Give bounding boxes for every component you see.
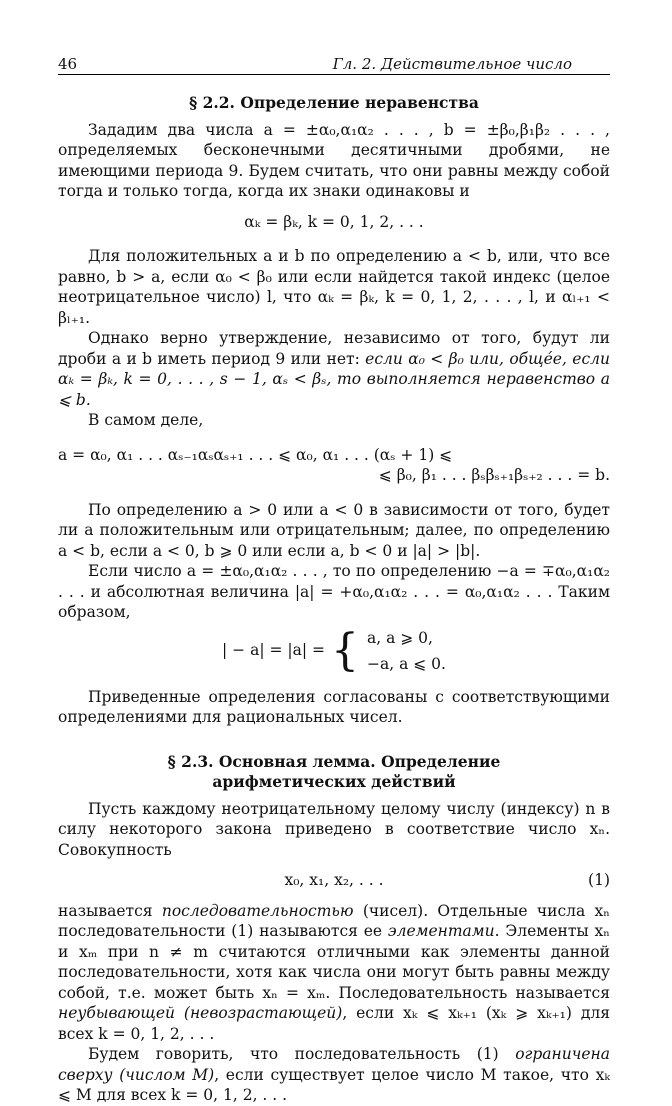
paragraph: Для положительных a и b по определению a < b, или, что все равно, b > a, если α₀ < β₀ или если найдется такой индекс (целое неотрицательное число) l, что αₖ = βₖ, k = 0, 1, 2, . . . , l, и αₗ₊₁ < βₗ₊₁. (58, 247, 610, 327)
book-page (58, 50, 610, 1106)
paragraph-text: Однако верно утверждение, независимо от того, будут ли дроби a и b иметь период 9 или нет: (58, 329, 610, 368)
paragraph: Зададим два числа a = ±α₀,α₁α₂ . . . , b = ±β₀,β₁β₂ . . . , определяемых бесконечными десятичными дробями, не имеющими периода 9. Будем считать, что они равны между собой тогда и только тогда, когда их знаки одинаковы и (58, 120, 610, 200)
case-row: −a, a ⩽ 0. (367, 654, 446, 673)
text: , если xₖ ⩽ xₖ₊₁ (xₖ ⩾ xₖ₊₁) для всех k = 0, 1, 2, . . . (58, 1004, 610, 1043)
section-2-3-title (58, 752, 610, 793)
paragraph: Приведенные определения согласованы с соответствующими определениями для рациональных чисел. (58, 687, 610, 726)
text: называется (58, 901, 162, 920)
term: последовательностью (161, 901, 354, 920)
text: Будем говорить, что последовательность (1) (88, 1045, 516, 1063)
running-header (58, 50, 610, 75)
section-2-3-title-line-2: арифметических действий (212, 772, 456, 791)
term: элементами (387, 922, 495, 940)
section-2-3-title-line-1: § 2.3. Основная лемма. Определение (167, 751, 501, 771)
cases-lhs: | − a| = |a| = (222, 641, 325, 660)
paragraph: В самом деле, (88, 411, 204, 429)
display-formula-line-2: ⩽ β₀, β₁ . . . βₛβₛ₊₁βₛ₊₂ . . . = b. (378, 466, 610, 484)
theorem-statement: если α₀ < β₀ или, общée, если αₖ = βₖ, k = 0, . . . , s − 1, αₛ < βₛ, то выполняется неравенство a ⩽ b. (58, 349, 610, 409)
paragraph (58, 328, 610, 410)
term: ограничена сверху (числом M) (58, 1045, 610, 1084)
text: (чисел). Отдельные числа xₙ последовательности (1) называются ее (58, 901, 610, 940)
paragraph: Пусть каждому неотрицательному целому числу (индексу) n в силу некоторого закона приведено в соответствие число xₙ. Совокупность (58, 799, 610, 859)
running-head: Гл. 2. Действительное число (332, 55, 572, 73)
cases-formula (58, 625, 610, 677)
text: . Элементы xₙ и xₘ при n ≠ m считаются отличными как элементы данной последовательности, хотя как числа они могут быть равны между собой, т.е. может быть xₙ = xₘ. Последовательность называется (58, 922, 610, 1002)
text: , если существует целое число M такое, что xₖ ⩽ M для всех k = 0, 1, 2, . . . (58, 1065, 610, 1104)
left-brace: { (331, 624, 359, 676)
display-formula: αₖ = βₖ, k = 0, 1, 2, . . . (244, 212, 424, 231)
paragraph (58, 901, 610, 1045)
section-2-2-title: § 2.2. Определение неравенства (189, 93, 479, 112)
case-row: a, a ⩾ 0, (367, 628, 433, 647)
paragraph: Если число a = ±α₀,α₁α₂ . . . , то по определению −a = ∓α₀,α₁α₂ . . . и абсолютная величина |a| = +α₀,α₁α₂ . . . = α₀,α₁α₂ . . . Таким образом, (58, 562, 610, 621)
sequence-formula: x₀, x₁, x₂, . . . (284, 871, 384, 889)
paragraph (58, 1044, 610, 1106)
cases-rows (367, 625, 446, 677)
term: неубывающей (невозрастающей) (58, 1004, 343, 1022)
numbered-formula (58, 870, 610, 891)
page-number: 46 (58, 55, 78, 73)
equation-number: (1) (588, 871, 610, 889)
display-formula-line-1: a = α₀, α₁ . . . αₛ₋₁αₛαₛ₊₁ . . . ⩽ α₀, α₁ . . . (αₛ + 1) ⩽ (58, 445, 453, 464)
paragraph: По определению a > 0 или a < 0 в зависимости от того, будет ли a положительным или отрицательным; далее, по определению a < b, если a < 0, b ⩾ 0 или если a, b < 0 и |a| > |b|. (58, 500, 610, 560)
